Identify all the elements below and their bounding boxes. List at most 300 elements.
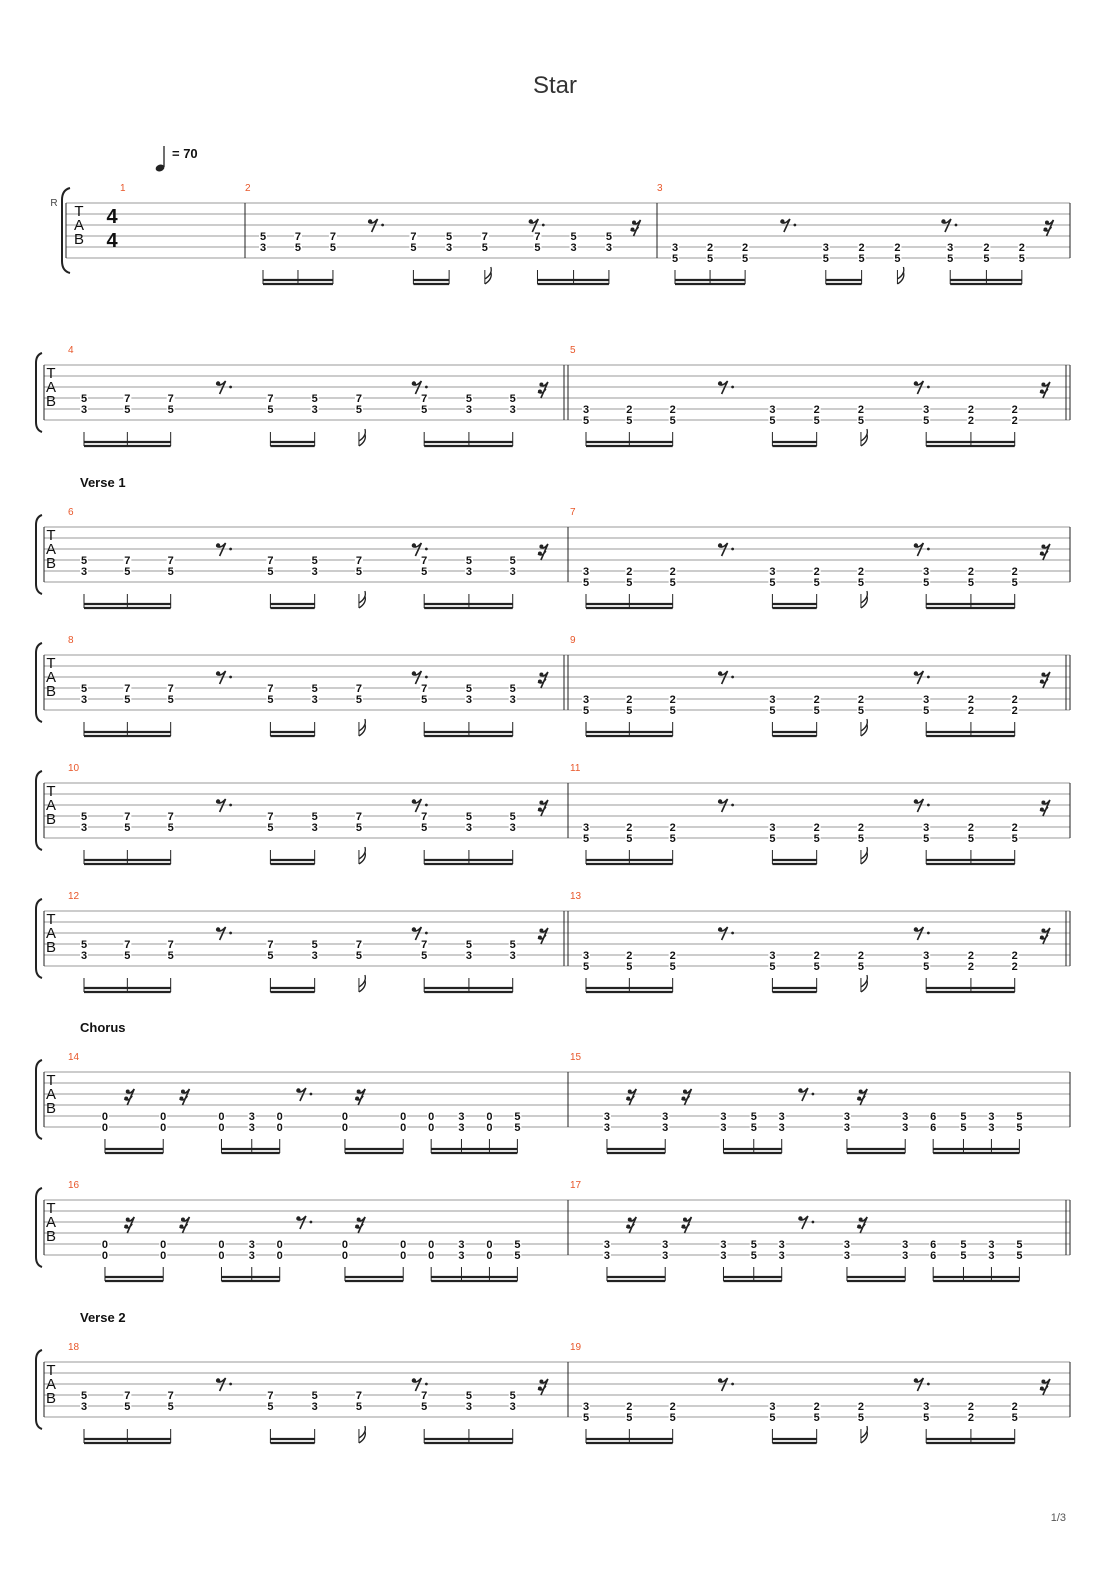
rest-dot — [731, 676, 734, 679]
fret-number: 5 — [124, 950, 131, 962]
rest-dot — [310, 1093, 313, 1096]
fret-number: 3 — [843, 1250, 851, 1262]
fret-number: 0 — [276, 1239, 283, 1251]
eighth-rest-head — [718, 543, 722, 547]
sixteenth-rest-head — [355, 1097, 359, 1101]
sixteenth-rest-head — [859, 1090, 863, 1094]
fret-number: 5 — [626, 705, 633, 717]
fret-number: 5 — [894, 253, 901, 265]
fret-number: 5 — [813, 833, 820, 845]
fret-number: 7 — [355, 683, 363, 695]
fret-number: 2 — [1011, 566, 1018, 578]
fret-number: 2 — [967, 950, 974, 962]
sixteenth-rest-head — [1040, 680, 1044, 684]
fret-number: 5 — [267, 822, 274, 834]
fret-number: 3 — [988, 1239, 995, 1251]
fret-number: 2 — [706, 242, 714, 254]
fret-number: 5 — [1018, 253, 1025, 265]
fret-number: 2 — [813, 404, 820, 416]
tab-clef-letter: T — [46, 783, 56, 800]
fret-number: 3 — [902, 1122, 909, 1134]
rest-dot — [731, 804, 734, 807]
fret-number: 0 — [486, 1239, 493, 1251]
fret-number: 3 — [582, 1401, 590, 1413]
fret-number: 5 — [259, 231, 267, 243]
fret-number: 5 — [514, 1122, 521, 1134]
fret-number: 0 — [276, 1122, 283, 1134]
fret-number: 5 — [960, 1239, 967, 1251]
sixteenth-rest-head — [179, 1225, 183, 1229]
eighth-rest-head — [216, 543, 220, 547]
fret-number: 5 — [355, 950, 363, 962]
measure-number: 11 — [570, 763, 581, 774]
sixteenth-rest-head — [538, 936, 542, 940]
fret-number: 5 — [923, 1412, 930, 1424]
tab-clef-letter: T — [46, 1362, 56, 1379]
tab-clef-letter: A — [45, 379, 57, 396]
rest-dot — [731, 1383, 734, 1386]
fret-number: 3 — [80, 694, 88, 706]
fret-number: 7 — [421, 393, 428, 405]
fret-number: 2 — [1011, 1401, 1018, 1413]
sixteenth-rest-head — [1041, 383, 1045, 387]
rest-dot — [310, 1221, 313, 1224]
sixteenth-rest-head — [538, 680, 542, 684]
fret-number: 0 — [400, 1250, 407, 1262]
fret-number: 3 — [311, 694, 318, 706]
tempo-marking: = 70 — [172, 146, 198, 161]
fret-number: 0 — [218, 1111, 225, 1123]
fret-number: 5 — [669, 415, 676, 427]
fret-number: 3 — [769, 566, 776, 578]
measure-number: 2 — [245, 183, 251, 194]
fret-number: 5 — [509, 393, 516, 405]
fret-number: 5 — [167, 404, 174, 416]
fret-number: 5 — [857, 961, 865, 973]
fret-number: 6 — [930, 1239, 937, 1251]
fret-number: 0 — [160, 1250, 167, 1262]
fret-number: 2 — [626, 1401, 633, 1413]
measure-number: 12 — [68, 891, 80, 902]
tab-clef-letter: A — [45, 1214, 57, 1231]
fret-number: 3 — [509, 950, 516, 962]
fret-number: 5 — [626, 577, 633, 589]
eighth-rest-head — [780, 219, 784, 223]
fret-number: 2 — [857, 950, 865, 962]
sixteenth-rest-head — [1045, 221, 1049, 225]
fret-number: 5 — [582, 577, 590, 589]
fret-number: 5 — [267, 1401, 274, 1413]
fret-number: 3 — [259, 242, 267, 254]
fret-number: 2 — [626, 822, 633, 834]
sixteenth-rest-head — [357, 1218, 361, 1222]
fret-number: 5 — [1016, 1122, 1023, 1134]
fret-number: 3 — [465, 694, 472, 706]
fret-number: 5 — [311, 939, 318, 951]
fret-number: 7 — [421, 683, 428, 695]
sixteenth-rest-head — [1043, 228, 1047, 232]
fret-number: 5 — [923, 833, 930, 845]
fret-number: 3 — [988, 1250, 995, 1262]
fret-number: 2 — [669, 1401, 676, 1413]
rest-dot — [927, 548, 930, 551]
fret-number: 5 — [582, 705, 590, 717]
fret-number: 3 — [720, 1122, 727, 1134]
fret-number: 3 — [662, 1111, 669, 1123]
fret-number: 5 — [626, 833, 633, 845]
fret-number: 7 — [421, 939, 428, 951]
rest-dot — [229, 804, 232, 807]
fret-number: 5 — [669, 577, 676, 589]
fret-number: 5 — [967, 833, 974, 845]
fret-number: 3 — [465, 950, 472, 962]
rest-dot — [425, 804, 428, 807]
rest-dot — [927, 804, 930, 807]
fret-number: 2 — [967, 694, 974, 706]
fret-number: 5 — [514, 1111, 521, 1123]
fret-number: 5 — [857, 415, 865, 427]
eighth-rest-head — [798, 1088, 802, 1092]
fret-number: 3 — [843, 1111, 851, 1123]
rest-dot — [229, 1383, 232, 1386]
measure-number: 1 — [120, 183, 126, 194]
tab-clef-letter: T — [46, 365, 56, 382]
tab-clef-letter: B — [45, 1100, 57, 1117]
fret-number: 7 — [267, 939, 274, 951]
fret-number: 5 — [294, 242, 302, 254]
fret-number: 5 — [570, 231, 577, 243]
sixteenth-rest-head — [683, 1218, 687, 1222]
fret-number: 5 — [421, 822, 428, 834]
measure-number: 18 — [68, 1342, 80, 1353]
fret-number: 5 — [534, 242, 541, 254]
fret-number: 0 — [400, 1239, 407, 1251]
fret-number: 5 — [582, 833, 590, 845]
fret-number: 3 — [603, 1250, 611, 1262]
fret-number: 5 — [857, 833, 865, 845]
fret-number: 0 — [160, 1111, 167, 1123]
fret-number: 7 — [410, 231, 417, 243]
fret-number: 5 — [311, 555, 318, 567]
fret-number: 5 — [857, 705, 865, 717]
sixteenth-rest-head — [539, 801, 543, 805]
fret-number: 5 — [124, 1401, 131, 1413]
fret-number: 5 — [669, 705, 676, 717]
fret-number: 3 — [843, 1239, 851, 1251]
fret-number: 7 — [124, 811, 131, 823]
fret-number: 5 — [858, 253, 865, 265]
tab-clef-letter: A — [45, 1376, 57, 1393]
fret-number: 5 — [813, 415, 820, 427]
fret-number: 2 — [1011, 694, 1018, 706]
song-title: Star — [532, 72, 577, 99]
fret-number: 5 — [311, 1390, 318, 1402]
fret-number: 6 — [930, 1111, 937, 1123]
fret-number: 2 — [967, 1401, 974, 1413]
fret-number: 3 — [311, 822, 318, 834]
rest-dot — [229, 676, 232, 679]
fret-number: 3 — [923, 404, 930, 416]
fret-number: 3 — [923, 822, 930, 834]
fret-number: 5 — [1011, 833, 1018, 845]
eighth-rest-head — [412, 927, 416, 931]
rest-dot — [812, 1093, 815, 1096]
fret-number: 5 — [446, 231, 453, 243]
fret-number: 7 — [294, 231, 302, 243]
fret-number: 3 — [923, 566, 930, 578]
sixteenth-rest-head — [124, 1225, 128, 1229]
measure-number: 10 — [68, 763, 80, 774]
system-bracket — [36, 899, 42, 978]
fret-number: 0 — [428, 1122, 435, 1134]
fret-number: 7 — [421, 1390, 428, 1402]
fret-number: 7 — [124, 393, 131, 405]
rest-dot — [229, 386, 232, 389]
fret-number: 5 — [267, 404, 274, 416]
fret-number: 5 — [80, 393, 88, 405]
fret-number: 5 — [582, 415, 590, 427]
fret-number: 3 — [988, 1122, 995, 1134]
fret-number: 5 — [769, 415, 776, 427]
fret-number: 2 — [894, 242, 901, 254]
tab-clef-letter: B — [73, 231, 85, 248]
rest-dot — [955, 224, 958, 227]
eighth-rest-head — [216, 1378, 220, 1382]
fret-number: 5 — [80, 811, 88, 823]
rest-dot — [812, 1221, 815, 1224]
fret-number: 0 — [101, 1122, 109, 1134]
fret-number: 5 — [1016, 1239, 1023, 1251]
fret-number: 0 — [341, 1111, 349, 1123]
eighth-rest-head — [216, 927, 220, 931]
fret-number: 5 — [669, 961, 676, 973]
fret-number: 3 — [843, 1122, 851, 1134]
fret-number: 5 — [626, 415, 633, 427]
fret-number: 5 — [124, 822, 131, 834]
measure-number: 15 — [570, 1052, 582, 1063]
eighth-rest-head — [296, 1088, 300, 1092]
fret-number: 5 — [769, 577, 776, 589]
fret-number: 3 — [509, 694, 516, 706]
fret-number: 0 — [341, 1239, 349, 1251]
fret-number: 3 — [778, 1250, 785, 1262]
fret-number: 5 — [267, 694, 274, 706]
fret-number: 2 — [1011, 415, 1018, 427]
sixteenth-rest-head — [126, 1218, 130, 1222]
fret-number: 5 — [311, 683, 318, 695]
rest-dot — [731, 386, 734, 389]
eighth-rest-head — [718, 799, 722, 803]
fret-number: 5 — [421, 694, 428, 706]
fret-number: 5 — [1011, 1412, 1018, 1424]
section-label: Verse 2 — [80, 1310, 126, 1325]
fret-number: 5 — [960, 1111, 967, 1123]
section-label: Verse 1 — [80, 475, 126, 490]
fret-number: 7 — [167, 393, 174, 405]
fret-number: 3 — [248, 1239, 255, 1251]
fret-number: 2 — [813, 694, 820, 706]
fret-number: 7 — [267, 683, 274, 695]
fret-number: 3 — [769, 694, 776, 706]
fret-number: 3 — [458, 1111, 465, 1123]
section-label: Chorus — [80, 1020, 126, 1035]
fret-number: 7 — [267, 811, 274, 823]
fret-number: 2 — [857, 694, 865, 706]
fret-number: 5 — [465, 393, 472, 405]
rest-dot — [229, 932, 232, 935]
sixteenth-rest-head — [681, 1225, 685, 1229]
eighth-rest-head — [718, 1378, 722, 1382]
sixteenth-rest-head — [124, 1097, 128, 1101]
fret-number: 3 — [465, 566, 472, 578]
fret-number: 2 — [626, 694, 633, 706]
fret-number: 2 — [967, 961, 974, 973]
fret-number: 3 — [311, 404, 318, 416]
tab-clef-letter: B — [45, 683, 57, 700]
fret-number: 2 — [626, 566, 633, 578]
fret-number: 5 — [509, 811, 516, 823]
fret-number: 5 — [80, 939, 88, 951]
fret-number: 5 — [813, 705, 820, 717]
measure-number: 3 — [657, 183, 663, 194]
fret-number: 2 — [813, 822, 820, 834]
eighth-rest-head — [941, 219, 945, 223]
eighth-rest-head — [296, 1216, 300, 1220]
fret-number: 5 — [857, 577, 865, 589]
fret-number: 7 — [421, 555, 428, 567]
fret-number: 7 — [167, 811, 174, 823]
sixteenth-rest-head — [857, 1225, 861, 1229]
fret-number: 5 — [742, 253, 749, 265]
fret-number: 2 — [813, 950, 820, 962]
fret-number: 5 — [355, 566, 363, 578]
fret-number: 3 — [769, 1401, 776, 1413]
sixteenth-rest-head — [632, 221, 636, 225]
sixteenth-rest-head — [357, 1090, 361, 1094]
fret-number: 3 — [778, 1239, 785, 1251]
fret-number: 5 — [509, 1390, 516, 1402]
eighth-rest-head — [412, 1378, 416, 1382]
fret-number: 3 — [248, 1111, 255, 1123]
fret-number: 7 — [167, 555, 174, 567]
fret-number: 2 — [1011, 404, 1018, 416]
system-bracket — [36, 1188, 42, 1267]
fret-number: 5 — [355, 404, 363, 416]
fret-number: 5 — [750, 1250, 757, 1262]
system-bracket — [36, 643, 42, 722]
fret-number: 2 — [669, 566, 676, 578]
fret-number: 6 — [930, 1250, 937, 1262]
fret-number: 0 — [400, 1122, 407, 1134]
fret-number: 5 — [923, 415, 930, 427]
fret-number: 5 — [167, 694, 174, 706]
rest-dot — [794, 224, 797, 227]
sixteenth-rest-head — [683, 1090, 687, 1094]
fret-number: 5 — [167, 1401, 174, 1413]
eighth-rest-head — [718, 671, 722, 675]
measure-number: 14 — [68, 1052, 80, 1063]
fret-number: 0 — [428, 1111, 435, 1123]
fret-number: 0 — [341, 1122, 349, 1134]
fret-number: 7 — [124, 939, 131, 951]
fret-number: 2 — [967, 1412, 974, 1424]
fret-number: 5 — [1016, 1111, 1023, 1123]
tab-clef-letter: A — [45, 669, 57, 686]
tab-clef-letter: A — [45, 797, 57, 814]
tab-clef-letter: A — [45, 541, 57, 558]
fret-number: 3 — [778, 1111, 785, 1123]
rest-dot — [731, 548, 734, 551]
fret-number: 5 — [514, 1239, 521, 1251]
fret-number: 0 — [218, 1122, 225, 1134]
fret-number: 3 — [947, 242, 954, 254]
fret-number: 5 — [465, 555, 472, 567]
sixteenth-rest-head — [538, 808, 542, 812]
fret-number: 5 — [582, 961, 590, 973]
fret-number: 2 — [742, 242, 749, 254]
measure-number: 19 — [570, 1342, 582, 1353]
fret-number: 5 — [124, 404, 131, 416]
fret-number: 3 — [458, 1122, 465, 1134]
eighth-rest-head — [412, 543, 416, 547]
sixteenth-rest-head — [1041, 929, 1045, 933]
fret-number: 3 — [720, 1111, 727, 1123]
sixteenth-rest-head — [1040, 390, 1044, 394]
tab-clef-letter: T — [46, 1200, 56, 1217]
fret-number: 5 — [822, 253, 829, 265]
measure-number: 5 — [570, 345, 576, 356]
tab-clef-letter: T — [46, 911, 56, 928]
measure-number: 4 — [68, 345, 74, 356]
fret-number: 7 — [124, 683, 131, 695]
sixteenth-rest-head — [859, 1218, 863, 1222]
fret-number: 3 — [582, 404, 590, 416]
system-bracket — [36, 353, 42, 432]
fret-number: 5 — [509, 555, 516, 567]
fret-number: 7 — [329, 231, 336, 243]
fret-number: 5 — [311, 811, 318, 823]
fret-number: 5 — [960, 1122, 967, 1134]
fret-number: 5 — [167, 822, 174, 834]
sixteenth-rest-head — [1041, 801, 1045, 805]
fret-number: 5 — [421, 1401, 428, 1413]
sixteenth-rest-head — [1040, 936, 1044, 940]
track-label: R — [50, 198, 58, 209]
sixteenth-rest-head — [857, 1097, 861, 1101]
eighth-rest-head — [412, 799, 416, 803]
time-signature-top: 4 — [106, 206, 118, 228]
fret-number: 5 — [769, 1412, 776, 1424]
sixteenth-rest-head — [626, 1225, 630, 1229]
fret-number: 2 — [669, 822, 676, 834]
sixteenth-rest-head — [1041, 673, 1045, 677]
fret-number: 7 — [124, 555, 131, 567]
fret-number: 7 — [421, 811, 428, 823]
fret-number: 2 — [857, 566, 865, 578]
fret-number: 7 — [481, 231, 488, 243]
fret-number: 3 — [458, 1239, 465, 1251]
fret-number: 5 — [671, 253, 679, 265]
fret-number: 2 — [858, 242, 865, 254]
sixteenth-rest-head — [181, 1090, 185, 1094]
fret-number: 2 — [813, 566, 820, 578]
fret-number: 3 — [509, 404, 516, 416]
fret-number: 5 — [267, 950, 274, 962]
fret-number: 5 — [923, 577, 930, 589]
system-bracket — [36, 1060, 42, 1139]
fret-number: 3 — [509, 822, 516, 834]
fret-number: 2 — [967, 566, 974, 578]
